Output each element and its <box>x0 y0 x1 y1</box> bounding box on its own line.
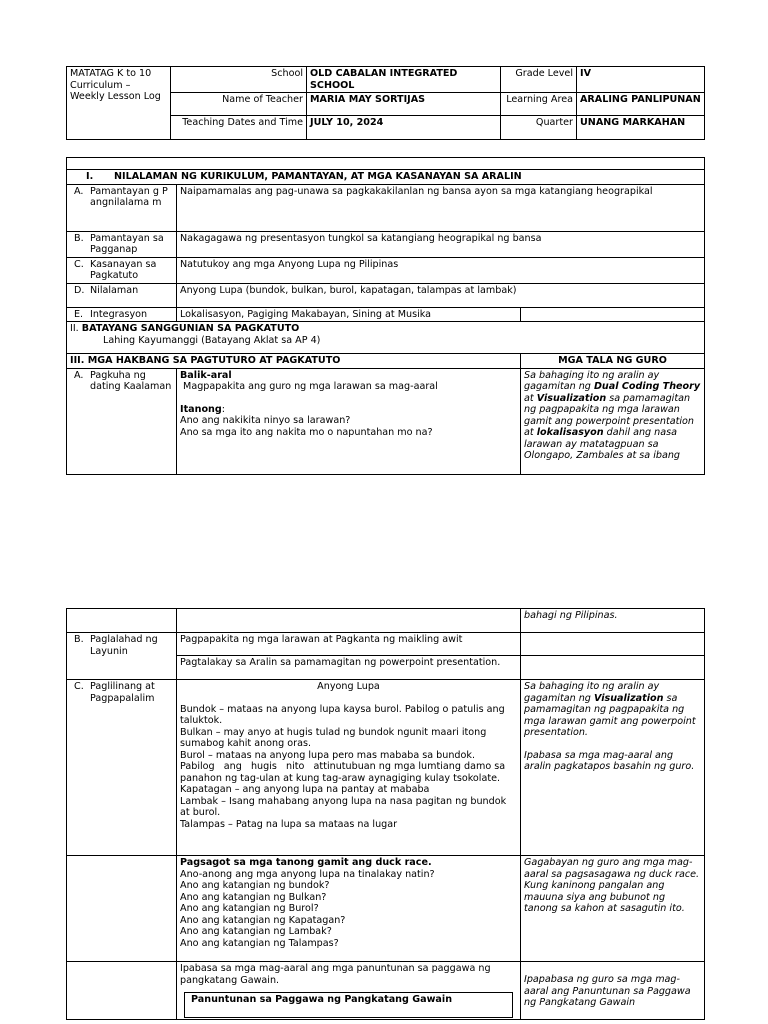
row-a-value: Naipamamalas ang pag-unawa sa pagkakakilanlan ng bansa ayon sa mga katangiang heograpikal <box>177 184 705 231</box>
definition-burol: Burol – mataas na anyong lupa pero mas mababa sa bundok. <box>180 749 475 761</box>
section2-number: II. <box>70 323 79 334</box>
section1-number: I. <box>86 171 94 182</box>
step-a-label: A. Pagkuha ng dating Kaalaman <box>67 368 177 474</box>
definition-pabilog: Pabilog ang hugis nito attinutubuan ng mga lumtiang damo sa panahon ng tag-ulan at kung tag-araw aynagiging kulay tsokolate. <box>180 761 509 784</box>
section2-cell <box>67 322 705 354</box>
group-work-note: Ipapabasa ng guro sa mga mag-aaral ang Panuntunan sa Paggawa ng Pangkatang Gawain <box>521 962 705 1020</box>
quarter-value: UNANG MARKAHAN <box>577 116 705 140</box>
step-c-label: C. Paglilinang at Pagpapalalim <box>67 680 177 856</box>
dates-label: Teaching Dates and Time <box>171 116 307 140</box>
learning-area-value: ARALING PANLIPUNAN <box>577 93 705 116</box>
balik-aral-title: Balik-aral <box>180 369 232 381</box>
duck-race-title: Pagsagot sa mga tanong gamit ang duck race. <box>180 857 432 868</box>
school-value: OLD CABALAN INTEGRATED SCHOOL <box>307 67 501 93</box>
group-work-content <box>177 962 521 1020</box>
grade-level-label: Grade Level <box>501 67 577 93</box>
grade-level-value: IV <box>577 67 705 93</box>
teacher-value: MARIA MAY SORTIJAS <box>307 93 501 116</box>
duck-race-content <box>177 856 521 962</box>
row-a-label: A. Pamantayan g Pangnilalama m <box>67 184 177 231</box>
step-b-note1 <box>521 633 705 656</box>
school-label: School <box>171 67 307 93</box>
learning-area-label: Learning Area <box>501 93 577 116</box>
row-d-label: D. Nilalaman <box>67 283 177 307</box>
duck-question-4: Ano ang katangian ng Burol? <box>180 903 319 914</box>
balik-aral-text: Magpapakita ang guro ng mga larawan sa mag-aaral <box>180 381 438 392</box>
question-1: Ano ang nakikita ninyo sa larawan? <box>180 415 351 426</box>
question-2: Ano sa mga ito ang nakita mo o napuntahan mo na? <box>180 426 433 438</box>
cont-empty-2 <box>177 609 521 633</box>
section3-title: III. MGA HAKBANG SA PAGTUTURO AT PAGKATUTO <box>67 354 521 369</box>
section2-title: BATAYANG SANGGUNIAN SA PAGKATUTO <box>81 323 300 334</box>
itanong-label: Itanong <box>180 403 222 415</box>
group-work-empty <box>67 962 177 1020</box>
anyong-lupa-title: Anyong Lupa <box>317 681 380 692</box>
quarter-label: Quarter <box>501 116 577 140</box>
duck-race-note: Gagabayan ng guro ang mga mag-aaral sa pagsasagawa ng duck race. Kung kaninong pangalan ang mauuna siya ang bubunot ng tanong sa kahon at sasagutin ito. <box>521 856 705 962</box>
row-d-value: Anyong Lupa (bundok, bulkan, burol, kapatagan, talampas at lambak) <box>177 283 705 307</box>
row-e-value: Lokalisasyon, Pagiging Makabayan, Sining at Musika <box>177 307 521 322</box>
lesson-table-page2 <box>66 608 705 1020</box>
definition-bundok: Bundok – mataas na anyong lupa kaysa burol. Pabilog o patulis ang taluktok. <box>180 703 505 726</box>
duck-question-7: Ano ang katangian ng Talampas? <box>180 937 339 949</box>
row-c-value: Natutukoy ang mga Anyong Lupa ng Pilipinas <box>177 257 705 283</box>
teacher-notes-heading: MGA TALA NG GURO <box>521 354 705 369</box>
definition-talampas: Talampas – Patag na lupa sa mataas na lugar <box>180 818 398 830</box>
duck-question-5: Ano ang katangian ng Kapatagan? <box>180 914 346 926</box>
step-b-label: B. Paglalahad ng Layunin <box>67 633 177 680</box>
header-table <box>66 66 705 140</box>
row-b-value: Nakagagawa ng presentasyon tungkol sa katangiang heograpikal ng bansa <box>177 231 705 257</box>
duck-empty <box>67 856 177 962</box>
step-a-note: Sa bahaging ito ng aralin ay gagamitan ng Dual Coding Theory at Visualization sa pamamagitan ng pagpapakita ng mga larawan gamit ang powerpoint presentation at lokalisasyon dahil ang nasa larawan ay matatagpuan sa Olongapo, Zambales at sa ibang <box>521 368 705 474</box>
duck-question-1: Ano-anong ang mga anyong lupa na tinalakay natin? <box>180 868 435 880</box>
dates-value: JULY 10, 2024 <box>307 116 501 140</box>
row-e-empty <box>521 307 705 322</box>
row-b-label: B. Pamantayan sa Pagganap <box>67 231 177 257</box>
step-b-text2: Pagtalakay sa Aralin sa pamamagitan ng powerpoint presentation. <box>177 656 521 680</box>
duck-question-6: Ano ang katangian ng Lambak? <box>180 926 332 937</box>
step-a-content: Balik-aral Magpapakita ang guro ng mga larawan sa mag-aaral Itanong: Ano ang nakikita ninyo sa larawan? Ano sa mga ito ang nakita mo o napuntahan mo na? <box>177 368 521 474</box>
section2-reference: Lahing Kayumanggi (Batayang Aklat sa AP 4) <box>103 334 321 346</box>
blank-row <box>67 158 705 170</box>
duck-question-2: Ano ang katangian ng bundok? <box>180 880 330 891</box>
row-c-label: C. Kasanayan sa Pagkatuto <box>67 257 177 283</box>
cont-empty-1 <box>67 609 177 633</box>
duck-question-3: Ano ang katangian ng Bulkan? <box>180 891 327 903</box>
step-c-note-2: Ipabasa sa mga mag-aaral ang aralin pagkatapos basahin ng guro. <box>524 749 695 772</box>
group-work-rules-box: Panuntunan sa Paggawa ng Pangkatang Gawain <box>184 992 513 1018</box>
step-c-content <box>177 680 521 856</box>
lesson-table-page1 <box>66 157 705 475</box>
definition-lambak: Lambak – Isang mahabang anyong lupa na nasa pagitan ng bundok at burol. <box>180 795 507 818</box>
step-b-note2 <box>521 656 705 680</box>
definition-kapatagan: Kapatagan – ang anyong lupa na pantay at mababa <box>180 784 430 795</box>
cont-note: bahagi ng Pilipinas. <box>521 609 705 633</box>
row-e-label: E. Integrasyon <box>67 307 177 322</box>
section1-title: NILALAMAN NG KURIKULUM, PAMANTAYAN, AT MGA KASANAYAN SA ARALIN <box>114 171 522 182</box>
curriculum-label: MATATAG K to 10 Curriculum – Weekly Lesson Log <box>67 67 171 140</box>
teacher-label: Name of Teacher <box>171 93 307 116</box>
definition-bulkan: Bulkan – may anyo at hugis tulad ng bundok ngunit maari itong sumabog kahit anong oras. <box>180 726 487 749</box>
group-work-text: Ipabasa sa mga mag-aaral ang mga panuntunan sa paggawa ng pangkatang Gawain. <box>180 963 491 986</box>
section1-heading <box>67 170 705 185</box>
step-c-note: Sa bahaging ito ng aralin ay gagamitan ng Visualization sa pamamagitan ng pagpapakita ng mga larawan gamit ang powerpoint presentation. Ipabasa sa mga mag-aaral ang aralin pagkatapos basahin ng guro. <box>521 680 705 856</box>
step-b-text1: Pagpapakita ng mga larawan at Pagkanta ng maikling awit <box>177 633 521 656</box>
